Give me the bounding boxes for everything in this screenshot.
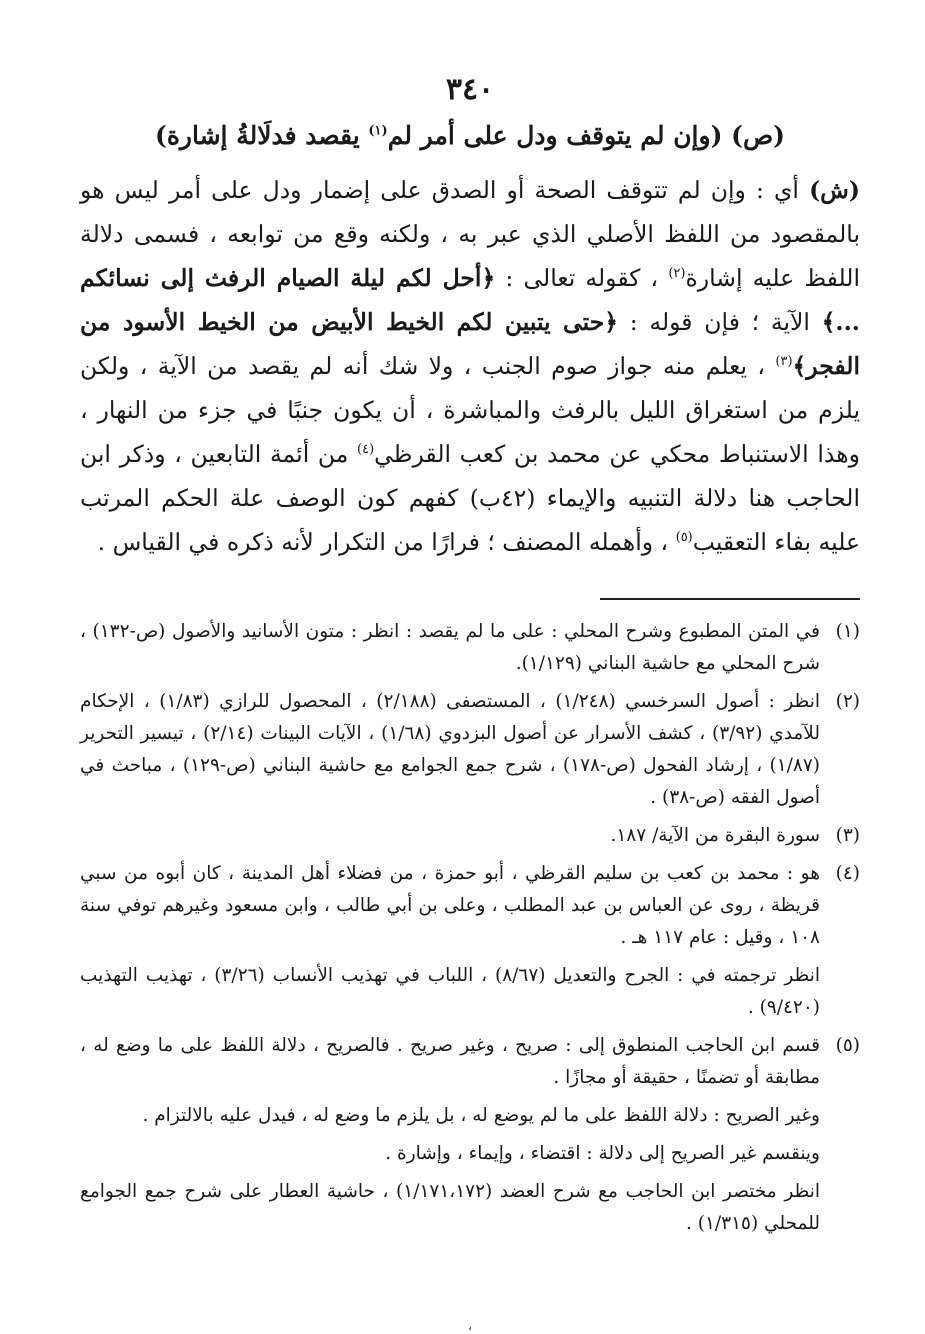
footnotes: [80, 616, 860, 1240]
matn-marker: (ص): [731, 121, 786, 150]
sharh-text-2: ، كقوله تعالى :: [505, 264, 659, 292]
book-page: [80, 70, 860, 1334]
matn-text-after-ref: يقصد فدلَالةُ إشارة): [154, 121, 360, 150]
footnote-5: [80, 1030, 860, 1240]
sharh-marker: (ش): [809, 176, 860, 204]
footnote-text: قسم ابن الحاجب المنطوق إلى : صريح ، وغير صريح . فالصريح ، دلالة اللفظ على ما وضع له ، مطابقة أو تضمنًا ، حقيقة أو مجازًا .: [80, 1035, 820, 1088]
matn-text-before-ref: (وإن لم يتوقف ودل على أمر لم: [387, 121, 723, 150]
footnote-text: انظر ترجمته في : الجرح والتعديل (٨/٦٧) ، اللباب في تهذيب الأنساب (٣/٢٦) ، تهذيب التهذيب (٩/٤٢٠) .: [80, 965, 820, 1018]
footnote-text: هو : محمد بن كعب بن سليم القرظي ، أبو حمزة ، من فضلاء أهل المدينة ، كان أبوه من سبي قريظة ، روى عن العباس بن عبد المطلب ، وعلى بن أبي طالب ، وابن مسعود وغيرهم توفي سنة ١٠٨ ، وقيل : عام ١١٧ هـ .: [80, 863, 820, 948]
footnote-text: انظر : أصول السرخسي (١/٢٤٨) ، المستصفى (٢/١٨٨) ، المحصول للرازي (١/٨٣) ، الإحكام للآمدي (٣/٩٢) ، كشف الأسرار عن أصول البزدوي (١/٦٨) ، الآيات البينات (٢/١٤) ، تيسير التحرير (١/٨٧) ، إرشاد الفحول (ص-١٧٨) ، شرح جمع الجوامع مع حاشية البناني (ص-١٢٩) ، مباحث في أصول الفقه (ص-٣٨) .: [80, 691, 820, 808]
footnote-number: (١): [835, 621, 860, 642]
footnote-ref-1[interactable]: (١): [368, 123, 388, 139]
sharh-text-1: أي : وإن لم تتوقف الصحة أو الصدق على إضمار ودل على أمر ليس هو بالمقصود من اللفظ الأصلي الذي عبر به ، ولكنه وقع من توابعه ، فسمى دلالة اللفظ عليه إشارة: [80, 176, 860, 292]
sharh-text-5: من أئمة التابعين ، وذكر ابن الحاجب هنا دلالة التنبيه والإيماء (٤٢ب) كفهم كون الوصف علة الحكم المرتب عليه بفاء التعقيب: [80, 440, 860, 556]
sharh-paragraph: [80, 168, 860, 564]
footnote-body: [80, 820, 820, 852]
footnote-ref-5[interactable]: (٥): [675, 530, 693, 546]
page-number: ٣٤٠: [445, 72, 495, 107]
footnote-number: (٥): [835, 1035, 860, 1056]
quran-verse-2: ﴿حتى يتبين لكم الخيط الأبيض من الخيط الأسود من الفجر﴾: [80, 308, 860, 380]
footnote-body: [80, 616, 820, 680]
footnote-ref-2[interactable]: (٢): [668, 266, 686, 282]
footnote-3: [80, 820, 860, 852]
footnote-separator: [600, 598, 860, 600]
footnote-text: سورة البقرة من الآية/ ١٨٧.: [610, 825, 820, 846]
footnote-2: [80, 686, 860, 814]
footnote-text: انظر مختصر ابن الحاجب مع شرح العضد (١/١٧١،١٧٢) ، حاشية العطار على شرح جمع الجوامع للمحلي (١/٣١٥) .: [80, 1181, 820, 1234]
footnote-text: وغير الصريح : دلالة اللفظ على ما لم يوضع له ، بل يلزم ما وضع له ، فيدل عليه بالالتزام .: [142, 1105, 820, 1126]
footnote-body: [80, 858, 820, 1024]
sharh-text-4: ، يعلم منه جواز صوم الجنب ، ولا شك أنه لم يقصد من الآية ، ولكن يلزم من استغراق الليل بالرفث والمباشرة ، أن يكون جنبًا في جزء من النهار ، وهذا الاستنباط محكي عن محمد بن كعب القرظي: [80, 352, 860, 468]
sharh-text-6: ، وأهمله المصنف ؛ فرارًا من التكرار لأنه ذكره في القياس .: [97, 528, 669, 556]
footnote-ref-4[interactable]: (٤): [357, 442, 375, 458]
footnote-body: [80, 686, 820, 814]
footnote-text: وينقسم غير الصريح إلى دلالة : اقتضاء ، وإيماء ، وإشارة .: [385, 1143, 820, 1164]
footnote-number: (٢): [835, 691, 860, 712]
footnote-body: [80, 1030, 820, 1240]
footnote-number: (٣): [835, 825, 860, 846]
footnote-text: في المتن المطبوع وشرح المحلي : على ما لم يقصد : انظر : متون الأسانيد والأصول (ص-١٣٢) ، شرح المحلي مع حاشية البناني (١/١٢٩).: [80, 621, 820, 674]
quran-verse-1: ﴿أحل لكم ليلة الصيام الرفث إلى نسائكم ...﴾: [80, 264, 860, 336]
sharh-text-3: الآية ؛ فإن قوله :: [629, 308, 810, 336]
matn-text: [80, 114, 860, 158]
footnote-ref-3[interactable]: (٣): [775, 354, 793, 370]
bottom-mark: ،: [467, 1318, 473, 1334]
footnote-1: [80, 616, 860, 680]
footnote-number: (٤): [835, 863, 860, 884]
footnote-4: [80, 858, 860, 1024]
